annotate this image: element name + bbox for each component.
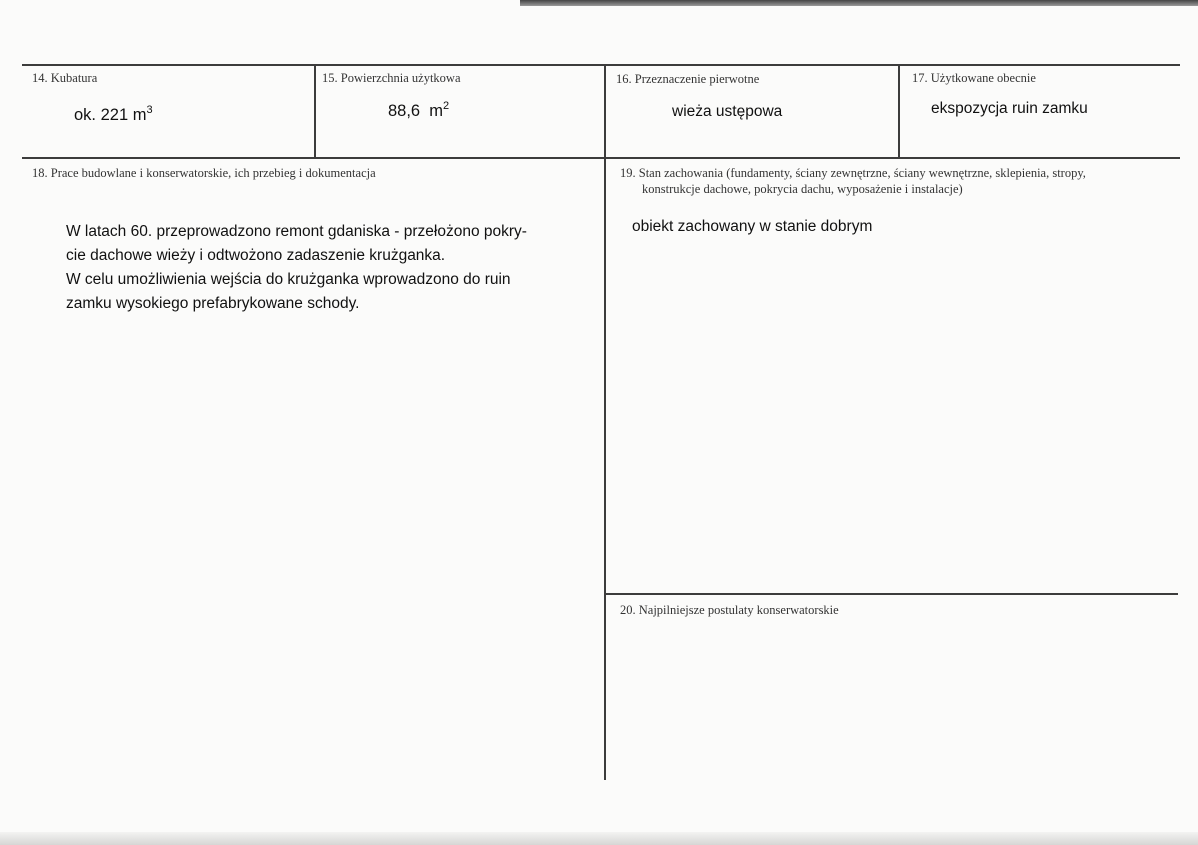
row-divider-rule	[22, 157, 1180, 159]
field-14-unit-exponent: 3	[146, 104, 153, 116]
table-top-rule	[22, 64, 1180, 66]
field-19-label-line-1: 19. Stan zachowania (fundamenty, ściany zewnętrzne, ściany wewnętrzne, sklepienia, stropy,	[620, 166, 1086, 180]
section-20-rule	[604, 593, 1178, 595]
field-19-label-line-2: konstrukcje dachowe, pokrycia dachu, wyposażenie i instalacje)	[642, 182, 963, 196]
col-divider-14-15	[314, 64, 316, 158]
field-16-value: wieża ustępowa	[672, 103, 783, 120]
field-18-line-3: W celu umożliwienia wejścia do krużganka wprowadzono do ruin	[66, 271, 511, 288]
field-18-label: 18. Prace budowlane i konserwatorskie, ich przebieg i dokumentacja	[32, 166, 376, 180]
field-18-line-1: W latach 60. przeprowadzono remont gdaniska - przełożono pokry-	[66, 223, 527, 240]
field-18-text	[66, 220, 586, 316]
field-17-value: ekspozycja ruin zamku	[931, 100, 1088, 117]
field-18-line-2: cie dachowe wieży i odtwożono zadaszenie krużganka.	[66, 247, 446, 264]
field-19-value: obiekt zachowany w stanie dobrym	[632, 218, 873, 235]
field-15-value	[388, 102, 449, 121]
col-divider-main	[604, 64, 606, 780]
field-16-label: 16. Przeznaczenie pierwotne	[616, 72, 760, 86]
scan-top-edge	[520, 0, 1198, 6]
field-15-number: 88,6 m	[388, 102, 444, 120]
scan-bottom-shade	[0, 832, 1198, 845]
field-14-number: ok. 221 m	[74, 106, 147, 124]
field-18-line-4: zamku wysokiego prefabrykowane schody.	[66, 295, 360, 312]
col-divider-16-17	[898, 64, 900, 158]
field-14-value	[74, 106, 153, 125]
field-20-label: 20. Najpilniejsze postulaty konserwatorskie	[620, 603, 839, 617]
field-14-label: 14. Kubatura	[32, 71, 98, 85]
field-15-label: 15. Powierzchnia użytkowa	[322, 71, 461, 85]
field-17-label: 17. Użytkowane obecnie	[912, 71, 1036, 85]
field-15-unit-exponent: 2	[443, 100, 450, 112]
